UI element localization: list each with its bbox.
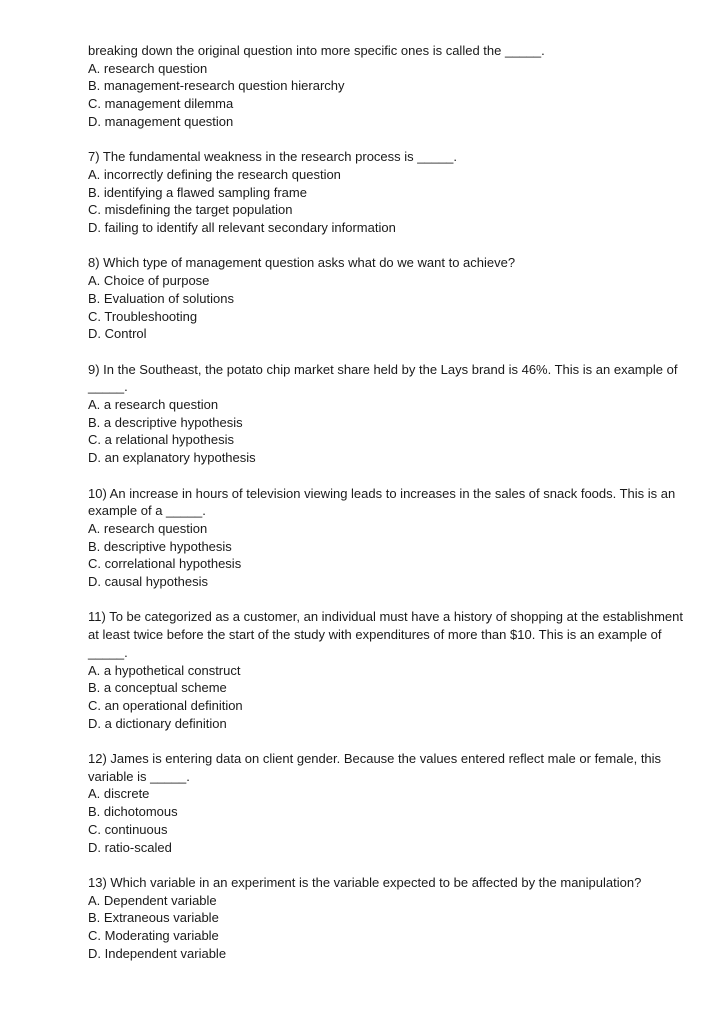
question-9	[88, 361, 690, 467]
question-8	[88, 254, 690, 343]
question-12	[88, 750, 690, 856]
answer-option-a: A. Dependent variable	[88, 892, 217, 908]
question-stem: 10) An increase in hours of television viewing leads to increases in the sales of snack foods. This is an example of a _____.	[88, 485, 676, 519]
question-stem: 11) To be categorized as a customer, an individual must have a history of shopping at the establishment at least twice before the start of the study with expenditures of more than $10. This is an example of _____.	[88, 609, 683, 660]
answer-option-d: D. failing to identify all relevant secondary information	[88, 220, 396, 236]
answer-option-c: C. correlational hypothesis	[88, 556, 242, 572]
answer-option-a: A. research question	[88, 520, 208, 536]
question-stem: 8) Which type of management question asks what do we want to achieve?	[88, 255, 516, 271]
question-11	[88, 608, 690, 732]
answer-option-d: D. Control	[88, 326, 147, 342]
answer-option-c: C. Moderating variable	[88, 928, 219, 944]
document-page	[88, 42, 690, 980]
answer-option-d: D. a dictionary definition	[88, 715, 227, 731]
question-stem: 13) Which variable in an experiment is the variable expected to be affected by the manipulation?	[88, 874, 642, 890]
question-10	[88, 485, 690, 591]
answer-option-b: B. Evaluation of solutions	[88, 290, 234, 306]
answer-option-d: D. management question	[88, 113, 234, 129]
answer-option-d: D. causal hypothesis	[88, 574, 208, 590]
question-block-continued	[88, 42, 690, 131]
question-7	[88, 148, 690, 237]
answer-option-a: A. a research question	[88, 397, 219, 413]
answer-option-c: C. continuous	[88, 821, 168, 837]
question-13	[88, 874, 690, 963]
answer-option-c: C. misdefining the target population	[88, 202, 293, 218]
answer-option-d: D. Independent variable	[88, 945, 227, 961]
answer-option-b: B. descriptive hypothesis	[88, 538, 232, 554]
answer-option-a: A. discrete	[88, 786, 150, 802]
answer-option-b: B. a descriptive hypothesis	[88, 414, 243, 430]
question-stem: 7) The fundamental weakness in the research process is _____.	[88, 149, 458, 165]
answer-option-a: A. research question	[88, 60, 208, 76]
answer-option-c: C. a relational hypothesis	[88, 432, 234, 448]
answer-option-b: B. dichotomous	[88, 804, 178, 820]
answer-option-c: C. an operational definition	[88, 697, 243, 713]
answer-option-c: C. Troubleshooting	[88, 308, 198, 324]
answer-option-a: A. Choice of purpose	[88, 273, 210, 289]
answer-option-b: B. identifying a flawed sampling frame	[88, 184, 307, 200]
answer-option-a: A. incorrectly defining the research question	[88, 166, 341, 182]
answer-option-b: B. a conceptual scheme	[88, 680, 227, 696]
answer-option-b: B. Extraneous variable	[88, 910, 219, 926]
question-stem: breaking down the original question into more specific ones is called the _____.	[88, 43, 545, 58]
answer-option-c: C. management dilemma	[88, 96, 234, 112]
answer-option-d: D. ratio-scaled	[88, 839, 172, 855]
answer-option-a: A. a hypothetical construct	[88, 662, 241, 678]
question-stem: 9) In the Southeast, the potato chip market share held by the Lays brand is 46%. This is an example of _____.	[88, 361, 678, 395]
question-stem: 12) James is entering data on client gender. Because the values entered reflect male or female, this variable is _____.	[88, 751, 662, 784]
answer-option-b: B. management-research question hierarchy	[88, 78, 345, 94]
answer-option-d: D. an explanatory hypothesis	[88, 450, 256, 466]
